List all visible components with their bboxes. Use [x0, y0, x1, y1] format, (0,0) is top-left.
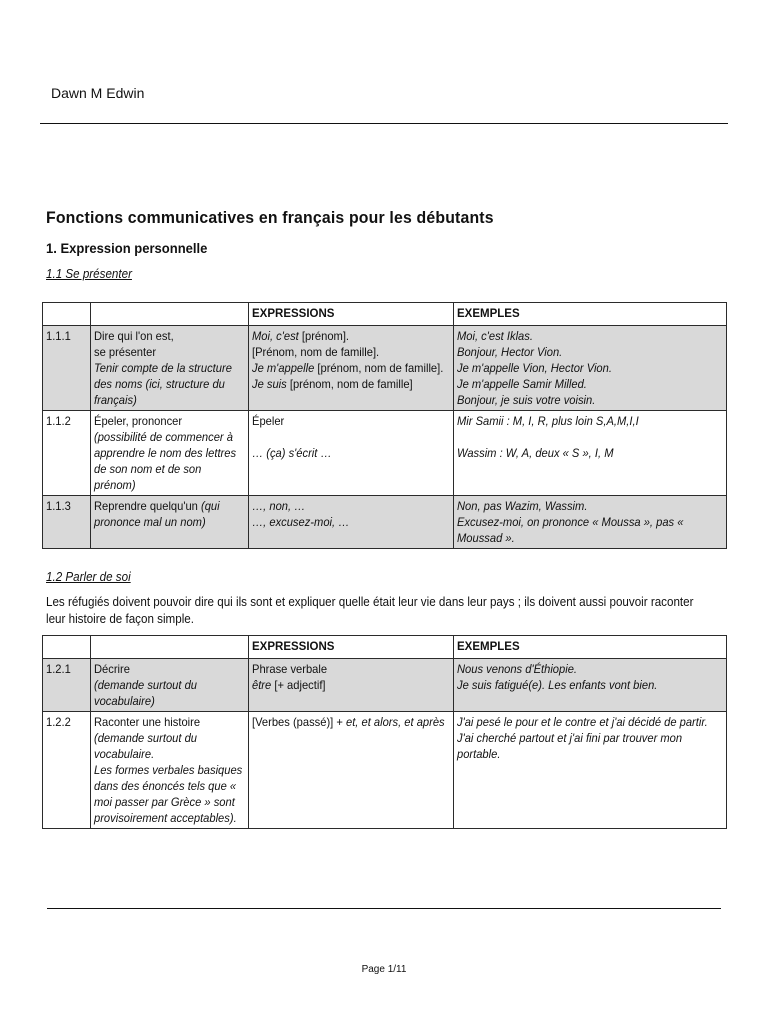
function-text: (demande surtout du vocabulaire) [94, 678, 197, 708]
expression-text: Épeler [252, 414, 285, 428]
expression-text: [+ adjectif] [271, 678, 326, 692]
expression-text: … (ça) s'écrit … [252, 446, 332, 460]
function-cell [91, 496, 249, 549]
expression-text: Phrase verbale [252, 662, 328, 676]
row-number: 1.1.1 [43, 326, 91, 411]
examples-cell [454, 712, 727, 829]
page-number: Page 1/11 [361, 964, 407, 975]
expression-line [252, 360, 451, 376]
function-text: (possibilité de commencer à apprendre le nom des lettres de son nom et de son prénom) [94, 430, 237, 492]
expression-text: [prénom, nom de famille]. [314, 361, 444, 375]
example-line: Je suis fatigué(e). Les enfants vont bien. [457, 678, 658, 692]
examples-cell [454, 411, 727, 496]
document-title: Fonctions communicatives en français pour les débutants [46, 208, 494, 227]
expressions-cell [249, 659, 454, 712]
example-line: Non, pas Wazim, Wassim. [457, 499, 588, 513]
example-line: J'ai cherché partout et j'ai fini par trouver mon portable. [457, 731, 683, 761]
table-row [43, 411, 727, 496]
expression-text: …, non, … [252, 499, 306, 513]
function-text: Les formes verbales basiques dans des énoncés tels que « moi passer par Grèce » sont provisoirement acceptables). [94, 763, 243, 825]
expressions-cell [249, 496, 454, 549]
function-text: Reprendre quelqu'un [94, 499, 198, 513]
function-cell [91, 659, 249, 712]
expression-text: …, excusez-moi, … [252, 515, 350, 529]
expression-line [252, 677, 451, 693]
row-number: 1.1.3 [43, 496, 91, 549]
expression-text: [prénom]. [298, 329, 350, 343]
expression-line [252, 376, 451, 392]
expression-line [252, 344, 451, 360]
example-line: Je m'appelle Vion, Hector Vion. [457, 361, 612, 375]
header-exemples: EXEMPLES [454, 636, 727, 659]
table-row [43, 326, 727, 411]
intro-paragraph: Les réfugiés doivent pouvoir dire qui ils sont et expliquer quelle était leur vie dans leur pays ; ils doivent aussi pouvoir raconter leur histoire de façon simple. [46, 595, 694, 626]
expression-text: [prénom, nom de famille] [286, 377, 413, 391]
example-line: J'ai pesé le pour et le contre et j'ai décidé de partir. [457, 715, 708, 729]
header-expressions: EXPRESSIONS [249, 636, 454, 659]
function-text: Dire qui l'on est, [94, 329, 174, 343]
expression-text: Je m'appelle [252, 361, 315, 375]
expression-text: Moi, c'est [252, 329, 299, 343]
section-heading: 1. Expression personnelle [46, 240, 208, 256]
header-divider [40, 123, 728, 124]
expressions-cell [249, 326, 454, 411]
function-cell [91, 411, 249, 496]
function-cell [91, 326, 249, 411]
footer-divider [47, 908, 721, 909]
function-text: Tenir compte de la structure des noms (ici, structure du français) [94, 361, 232, 407]
row-number: 1.1.2 [43, 411, 91, 496]
expressions-cell [249, 712, 454, 829]
expression-line [252, 445, 451, 461]
table-header-row [43, 636, 727, 659]
examples-cell [454, 496, 727, 549]
expression-line [252, 413, 451, 429]
blank-line [252, 429, 451, 445]
function-cell [91, 712, 249, 829]
example-line: Nous venons d'Éthiopie. [457, 662, 578, 676]
example-line: Moi, c'est Iklas. [457, 329, 533, 343]
examples-cell [454, 326, 727, 411]
examples-cell [454, 659, 727, 712]
expression-text: être [252, 678, 272, 692]
expression-text: [Verbes (passé)] + [252, 715, 346, 729]
blank-line [457, 429, 724, 445]
expression-line [252, 714, 451, 730]
row-number: 1.2.2 [43, 712, 91, 829]
example-line: Je m'appelle Samir Milled. [457, 377, 587, 391]
expression-text: Je suis [252, 377, 287, 391]
expression-line [252, 498, 451, 514]
header-expressions: EXPRESSIONS [249, 303, 454, 326]
function-text: Décrire [94, 662, 130, 676]
subsection-heading-1-2: 1.2 Parler de soi [46, 570, 131, 584]
example-line: Excusez-moi, on prononce « Moussa », pas « Moussad ». [457, 515, 684, 545]
header-exemples: EXEMPLES [454, 303, 727, 326]
author-name: Dawn M Edwin [51, 85, 145, 101]
function-text: (demande surtout du vocabulaire. [94, 731, 197, 761]
expression-text: et, et alors, et après [345, 715, 445, 729]
expression-line [252, 514, 451, 530]
expression-line [252, 328, 451, 344]
function-text: (qui prononce mal un nom) [94, 499, 220, 529]
function-text: se présenter [94, 345, 157, 359]
example-line: Wassim : W, A, deux « S », I, M [457, 446, 614, 460]
table-header-row [43, 303, 727, 326]
table-se-presenter [42, 302, 727, 549]
table-row [43, 659, 727, 712]
expression-line [252, 661, 451, 677]
example-line: Bonjour, je suis votre voisin. [457, 393, 596, 407]
example-line: Bonjour, Hector Vion. [457, 345, 563, 359]
table-row [43, 496, 727, 549]
function-text: Raconter une histoire [94, 715, 201, 729]
table-row [43, 712, 727, 829]
subsection-heading-1-1: 1.1 Se présenter [46, 267, 132, 281]
row-number: 1.2.1 [43, 659, 91, 712]
example-line: Mir Samii : M, I, R, plus loin S,A,M,I,I [457, 414, 639, 428]
table-parler-de-soi [42, 635, 727, 829]
function-text: Épeler, prononcer [94, 414, 183, 428]
expressions-cell [249, 411, 454, 496]
expression-text: [Prénom, nom de famille]. [252, 345, 380, 359]
